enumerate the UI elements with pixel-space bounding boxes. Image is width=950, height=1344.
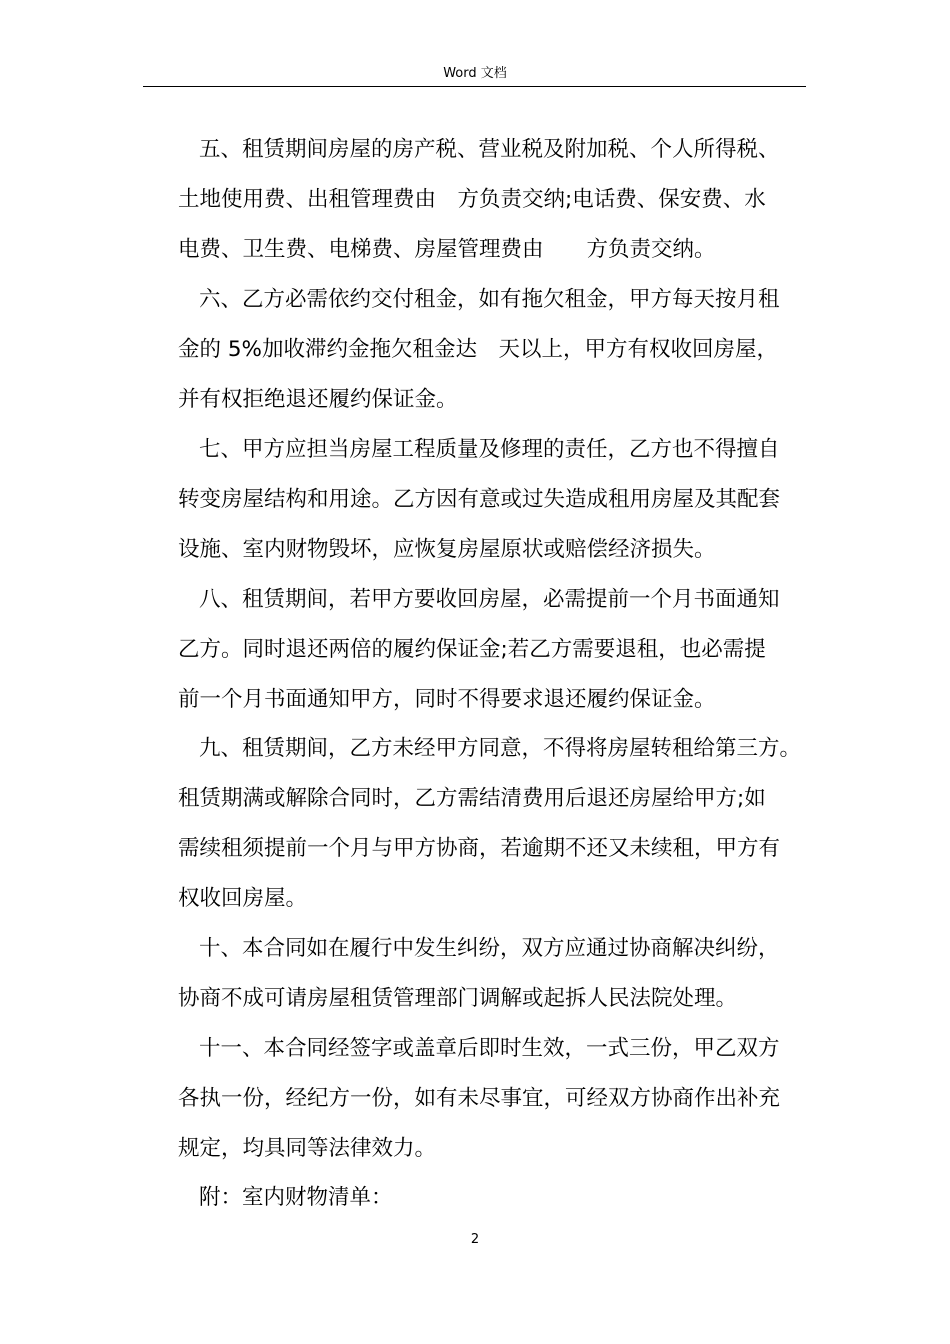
body-line: 前一个月书面通知甲方，同时不得要求退还履约保证金。 [178, 687, 716, 712]
body-line: 并有权拒绝退还履约保证金。 [178, 387, 458, 412]
body-line: 八、租赁期间，若甲方要收回房屋，必需提前一个月书面通知 [199, 587, 780, 612]
body-line: 规定，均具同等法律效力。 [178, 1136, 437, 1161]
header-divider [143, 86, 806, 87]
body-line: 转变房屋结构和用途。乙方因有意或过失造成租用房屋及其配套 [178, 487, 781, 512]
body-line: 七、甲方应担当房屋工程质量及修理的责任，乙方也不得擅自 [199, 437, 780, 462]
body-line: 土地使用费、出租管理费由 方负责交纳;电话费、保安费、水 [178, 187, 766, 212]
body-line: 电费、卫生费、电梯费、房屋管理费由 方负责交纳。 [178, 237, 716, 262]
header-title: Word 文档 [443, 66, 507, 81]
body-line: 设施、室内财物毁坏，应恢复房屋原状或赔偿经济损失。 [178, 537, 716, 562]
body-line: 各执一份，经纪方一份，如有未尽事宜，可经双方协商作出补充 [178, 1086, 781, 1111]
body-line: 附：室内财物清单： [199, 1185, 393, 1210]
body-line: 金的 5%加收滞约金拖欠租金达 天以上，甲方有权收回房屋， [178, 337, 778, 362]
body-line: 权收回房屋。 [178, 886, 308, 911]
body-line: 需续租须提前一个月与甲方协商，若逾期不还又未续租，甲方有 [178, 836, 781, 861]
body-line: 协商不成可请房屋租赁管理部门调解或起拆人民法院处理。 [178, 986, 738, 1011]
page-number: 2 [470, 1232, 480, 1247]
body-line: 六、乙方必需依约交付租金，如有拖欠租金，甲方每天按月租 [199, 287, 780, 312]
body-line: 十一、本合同经签字或盖章后即时生效，一式三份，甲乙双方 [199, 1036, 780, 1061]
body-line: 乙方。同时退还两倍的履约保证金;若乙方需要退租，也必需提 [178, 637, 766, 662]
body-line: 十、本合同如在履行中发生纠纷，双方应通过协商解决纠纷， [199, 936, 780, 961]
body-line: 九、租赁期间，乙方未经甲方同意，不得将房屋转租给第三方。 [199, 736, 802, 761]
body-line: 五、租赁期间房屋的房产税、营业税及附加税、个人所得税、 [199, 137, 780, 162]
body-line: 租赁期满或解除合同时，乙方需结清费用后退还房屋给甲方;如 [178, 786, 766, 811]
